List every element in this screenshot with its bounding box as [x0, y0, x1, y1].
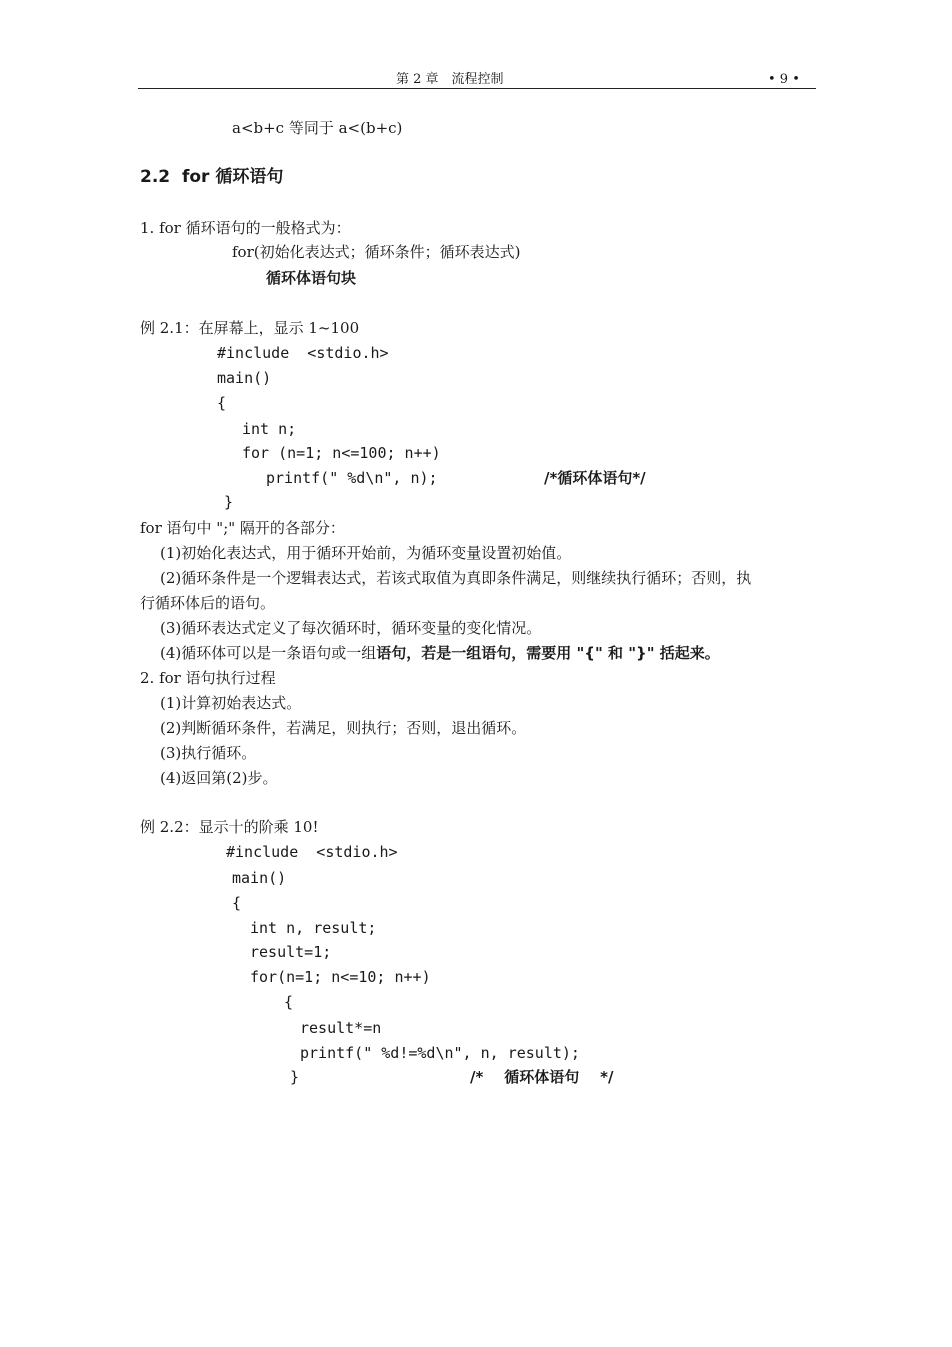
parts-item-2-cont: 行循环体后的语句。 [140, 594, 276, 612]
section-title: 2.2 for 循环语句 [140, 167, 284, 187]
example2-code-line: } [290, 1068, 300, 1086]
example2-code-line: int n, result; [250, 919, 377, 937]
example1-title: 例 2.1：在屏幕上，显示 1~100 [140, 319, 360, 337]
example2-code-line: result=1; [250, 943, 332, 961]
process-step: (1)计算初始表达式。 [160, 694, 302, 712]
example1-comment: /*循环体语句*/ [544, 469, 646, 487]
parts-item-1: (1)初始化表达式，用于循环开始前，为循环变量设置初始值。 [160, 544, 572, 562]
example1-code-line: main() [217, 369, 272, 387]
intro-line: a<b+c 等同于 a<(b+c) [232, 119, 403, 137]
example2-code-line: main() [232, 869, 287, 887]
parts-item-4-bold: 语句，若是一组语句，需要用 "{" 和 "}" 括起来。 [376, 644, 720, 662]
example2-code-line: result*=n [300, 1019, 382, 1037]
example2-code-line: { [284, 993, 294, 1011]
example1-code-line: int n; [242, 420, 297, 438]
example2-code-line: { [232, 894, 242, 912]
example1-code-line: for (n=1; n<=100; n++) [242, 444, 441, 462]
running-header: 第 2 章 流程控制 [396, 72, 504, 87]
parts-item-4-normal: (4)循环体可以是一条语句或一组 [160, 644, 377, 662]
example1-code-line: printf(" %d\n", n); [266, 469, 438, 487]
process-step: (3)执行循环。 [160, 744, 257, 762]
header-rule [138, 88, 816, 89]
parts-item-4 [160, 643, 720, 663]
process-title: 2. for 语句执行过程 [140, 669, 276, 687]
example2-code-line: #include <stdio.h> [226, 843, 398, 861]
page-number: • 9 • [768, 72, 800, 87]
process-step: (4)返回第(2)步。 [160, 769, 278, 787]
syntax-form: for(初始化表达式；循环条件；循环表达式) [232, 243, 521, 261]
process-step: (2)判断循环条件，若满足，则执行；否则，退出循环。 [160, 719, 527, 737]
example2-code-line: for(n=1; n<=10; n++) [250, 968, 431, 986]
example2-code-line: printf(" %d!=%d\n", n, result); [300, 1044, 580, 1062]
example1-code-line: #include <stdio.h> [217, 344, 389, 362]
parts-item-3: (3)循环表达式定义了每次循环时，循环变量的变化情况。 [160, 619, 542, 637]
parts-item-2: (2)循环条件是一个逻辑表达式，若该式取值为真即条件满足，则继续执行循环；否则，执 [160, 569, 752, 587]
example2-title: 例 2.2：显示十的阶乘 10! [140, 818, 319, 836]
syntax-body: 循环体语句块 [266, 269, 357, 287]
example1-code-line: } [224, 493, 234, 511]
example1-code-line: { [217, 394, 227, 412]
syntax-intro: 1. for 循环语句的一般格式为： [140, 219, 351, 237]
example2-comment: /* 循环体语句 */ [470, 1068, 614, 1086]
parts-intro: for 语句中 ";" 隔开的各部分： [140, 519, 345, 537]
